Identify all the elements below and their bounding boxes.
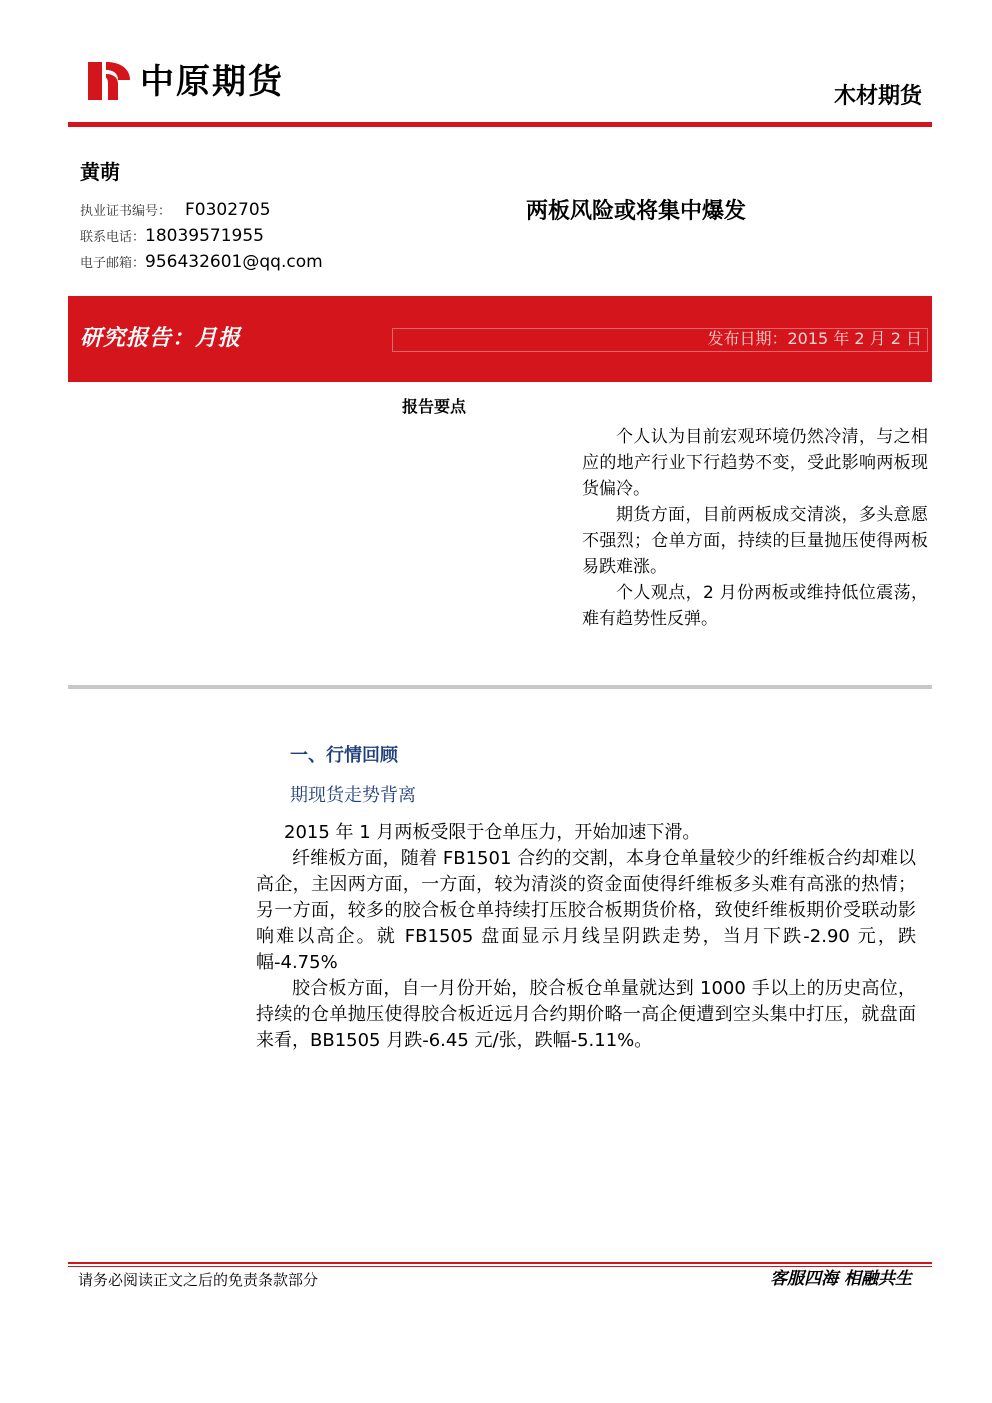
summary-divider xyxy=(68,685,932,689)
report-headline: 两板风险或将集中爆发 xyxy=(526,199,747,224)
cert-value: F0302705 xyxy=(185,200,271,220)
phone-label: 联系电话： xyxy=(80,230,146,245)
author-name: 黄萌 xyxy=(80,160,120,184)
phone-row xyxy=(80,224,264,250)
publish-date: 发布日期：2015 年 2 月 2 日 xyxy=(707,329,922,348)
summary-box xyxy=(582,424,928,632)
summary-paragraph: 个人观点，2 月份两板或维持低位震荡，难有趋势性反弹。 xyxy=(582,583,928,629)
body-paragraph: 2015 年 1 月两板受限于仓单压力，开始加速下滑。 xyxy=(284,822,701,843)
report-type-title: 研究报告：月报 xyxy=(80,326,242,351)
section-subtitle: 期现货走势背离 xyxy=(290,785,416,806)
cert-row xyxy=(80,198,271,224)
cert-label: 执业证书编号： xyxy=(80,204,172,219)
header-divider xyxy=(68,122,932,127)
company-name: 中原期货 xyxy=(140,62,284,102)
summary-heading: 报告要点 xyxy=(402,397,467,416)
body-paragraph: 纤维板方面，随着 FB1501 合约的交割，本身仓单量较少的纤维板合约却难以高企，主因两方面，一方面，较为清淡的资金面使得纤维板多头难有高涨的热情；另一方面，较多的胶合板仓单持续打压胶合板期货价格，致使纤维板期价受联动影响难以高企。就 FB1505 盘面显示月线呈阴跌走势，当月下跌-2.90 元，跌幅-4.75% xyxy=(256,848,916,973)
body-paragraph: 胶合板方面，自一月份开始，胶合板仓单量就达到 1000 手以上的历史高位，持续的仓单抛压使得胶合板近远月合约期价略一高企便遭到空头集中打压，就盘面来看，BB1505 月跌-6.45 元/张，跌幅-5.11%。 xyxy=(256,978,916,1051)
email-label: 电子邮箱： xyxy=(80,256,146,271)
footer-disclaimer: 请务必阅读正文之后的免责条款部分 xyxy=(78,1271,319,1289)
email-value: 956432601@qq.com xyxy=(145,252,323,272)
summary-paragraph: 个人认为目前宏观环境仍然冷清，与之相应的地产行业下行趋势不变，受此影响两板现货偏冷。 xyxy=(582,427,928,499)
footer-slogan: 客服四海 相融共生 xyxy=(770,1269,912,1289)
phone-value: 18039571955 xyxy=(145,226,264,246)
section-body xyxy=(256,820,916,1054)
footer-divider xyxy=(68,1262,932,1264)
section-title: 一、行情回顾 xyxy=(290,745,398,766)
report-category: 木材期货 xyxy=(833,84,922,109)
summary-paragraph: 期货方面，目前两板成交清淡，多头意愿不强烈；仓单方面，持续的巨量抛压使得两板易跌难涨。 xyxy=(582,505,928,577)
email-row xyxy=(80,250,323,276)
company-logo-icon xyxy=(88,60,132,102)
